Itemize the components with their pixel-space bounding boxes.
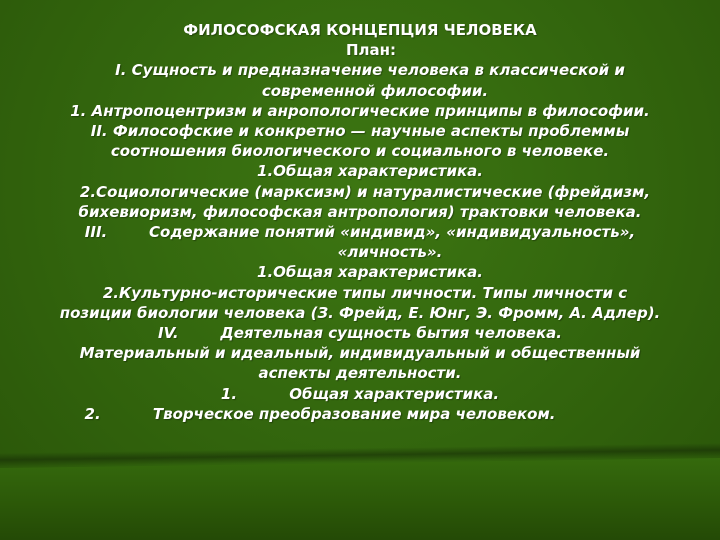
list-item: 2.Культурно-исторические типы личности. Типы личности с xyxy=(102,283,628,302)
plan-label: План: xyxy=(345,41,397,60)
section-line: «личность». xyxy=(337,243,443,262)
slide-content xyxy=(20,20,700,424)
list-item: 2.Социологические (марксизм) и натуралистические (фрейдизм, xyxy=(79,182,651,201)
section-heading-2: II. Философские и конкретно — научные аспекты проблеммы xyxy=(90,122,630,141)
section-line: современной философии. xyxy=(261,81,489,100)
bottom-band xyxy=(0,458,720,540)
list-item: 1.Общая характеристика. xyxy=(257,263,483,282)
list-item: позиции биологии человека (З. Фрейд, Е. Юнг, Э. Фромм, А. Адлер). xyxy=(59,303,661,322)
section-heading-3: III. Содержание понятий «индивид», «индивидуальность», xyxy=(84,223,636,242)
list-item: 1.Общая характеристика. xyxy=(257,162,483,181)
section-heading-1: I. Сущность и предназначение человека в классической и xyxy=(115,61,625,80)
list-item: 2. Творческое преобразование мира человеком. xyxy=(84,404,556,423)
slide-title: ФИЛОСОФСКАЯ КОНЦЕПЦИЯ ЧЕЛОВЕКА xyxy=(183,21,537,39)
list-item: 1. Антропоцентризм и анропологические принципы в философии. xyxy=(70,101,650,120)
section-line: Материальный и идеальный, индивидуальный и общественный xyxy=(79,344,641,363)
section-line: соотношения биологического и социального в человеке. xyxy=(110,142,610,161)
section-line: аспекты деятельности. xyxy=(258,364,462,383)
list-item: 1. Общая характеристика. xyxy=(220,384,500,403)
section-heading-4: IV. Деятельная сущность бытия человека. xyxy=(158,324,562,343)
list-item: бихевиоризм, философская антропология) трактовки человека. xyxy=(78,202,642,221)
